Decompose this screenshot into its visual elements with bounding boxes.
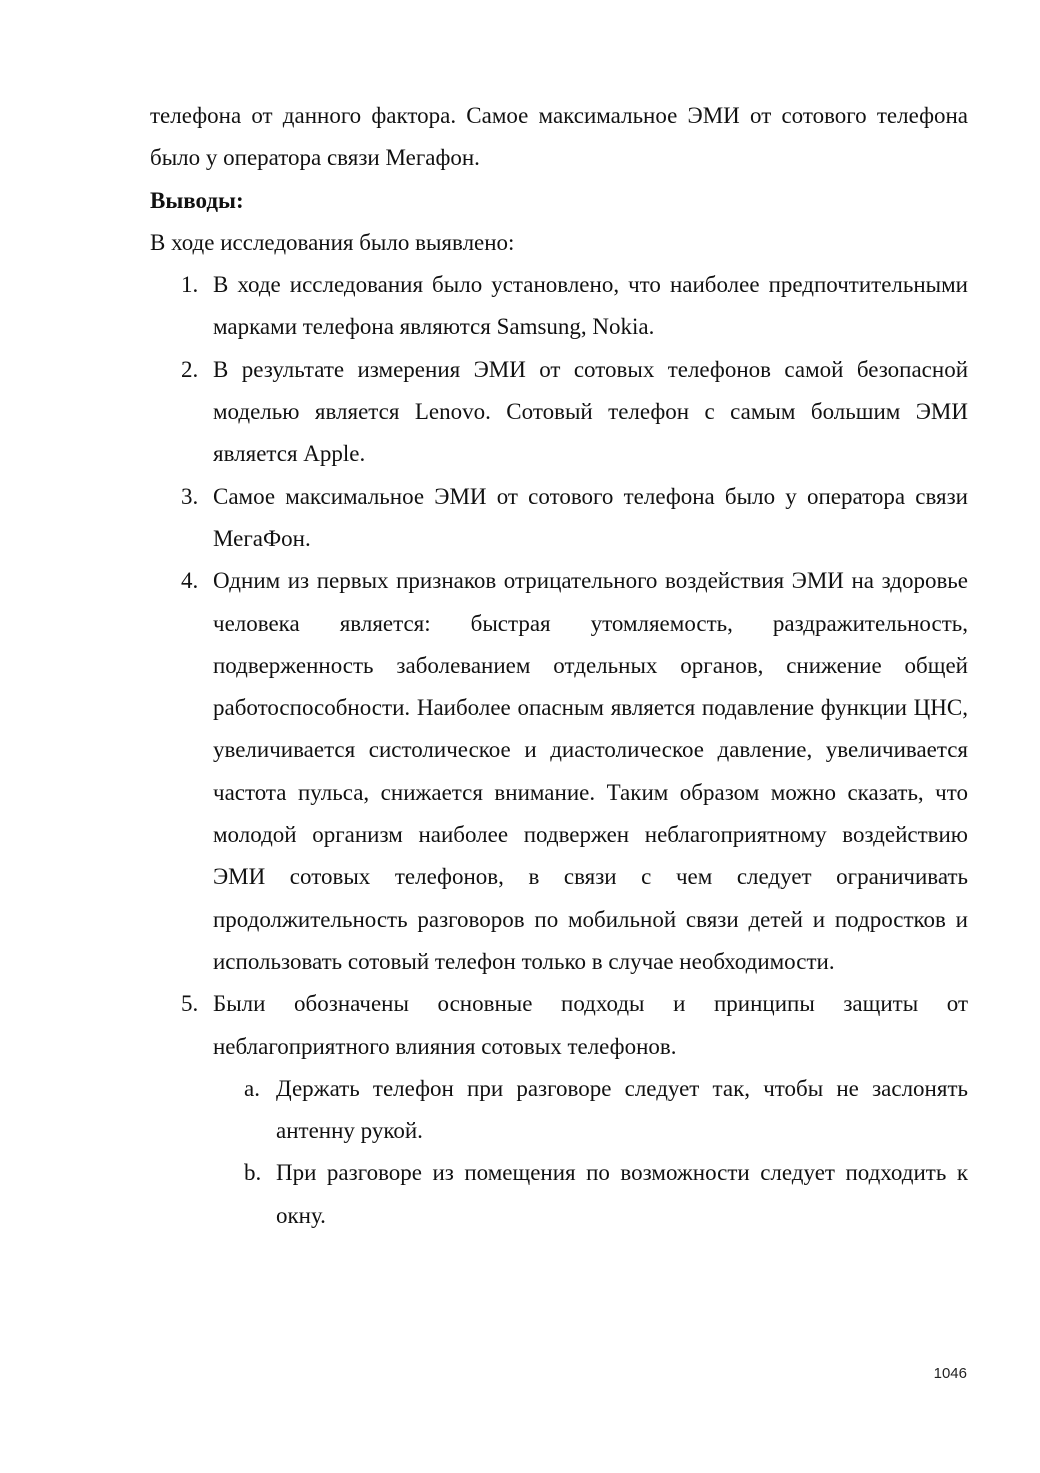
list-item [150, 560, 968, 983]
list-item-text: Самое максимальное ЭМИ от сотового телефона было у оператора связи МегаФон. [213, 483, 968, 551]
list-item-number: 2. [181, 356, 199, 382]
list-item [150, 349, 968, 476]
document-body [150, 95, 968, 1237]
list-item-number: 3. [181, 483, 199, 509]
sublist-item-letter: a. [244, 1075, 260, 1101]
list-item-number: 1. [181, 272, 199, 298]
list-item-text: Одним из первых признаков отрицательного воздействия ЭМИ на здоровье человека является: быстрая утомляемость, раздражительность, подверженность заболеванием отдельных органов, снижение общей работоспособности. Наиболее опасным является подавление функции ЦНС, увеличивается систолическое и диастолическое давление, увеличивается частота пульса, снижается внимание. Таким образом можно сказать, что молодой организм наиболее подвержен неблагоприятному воздействию ЭМИ сотовых телефонов, в связи с чем следует ограничивать продолжительность разговоров по мобильной связи детей и подростков и использовать сотовый телефон только в случае необходимости. [213, 568, 968, 974]
lead-sentence: В ходе исследования было выявлено: [150, 229, 515, 255]
list-item-number: 5. [181, 991, 199, 1017]
list-item-text: Были обозначены основные подходы и принципы защиты от неблагоприятного влияния сотовых телефонов. [213, 991, 968, 1059]
sublist-item [213, 1152, 968, 1237]
list-item-text: В результате измерения ЭМИ от сотовых телефонов самой безопасной моделью является Lenovo. Сотовый телефон с самым большим ЭМИ является Apple. [213, 356, 968, 467]
sublist-item [213, 1068, 968, 1153]
conclusions-heading: Выводы: [150, 187, 244, 213]
list-item-number: 4. [181, 568, 199, 594]
list-item-text: В ходе исследования было установлено, что наиболее предпочтительными марками телефона являются Samsung, Nokia. [213, 272, 968, 340]
list-item [150, 983, 968, 1237]
conclusions-list [150, 264, 968, 1237]
sublist-item-text: Держать телефон при разговоре следует так, чтобы не заслонять антенну рукой. [276, 1075, 968, 1144]
list-item [150, 476, 968, 561]
list-item [150, 264, 968, 349]
page-number: 1046 [933, 1365, 967, 1382]
sublist-item-text: При разговоре из помещения по возможности следует подходить к окну. [276, 1160, 968, 1228]
sublist-item-letter: b. [244, 1160, 262, 1186]
protection-sublist [213, 1068, 968, 1237]
intro-paragraph: телефона от данного фактора. Самое максимальное ЭМИ от сотового телефона было у оператора связи Мегафон. [150, 103, 968, 171]
